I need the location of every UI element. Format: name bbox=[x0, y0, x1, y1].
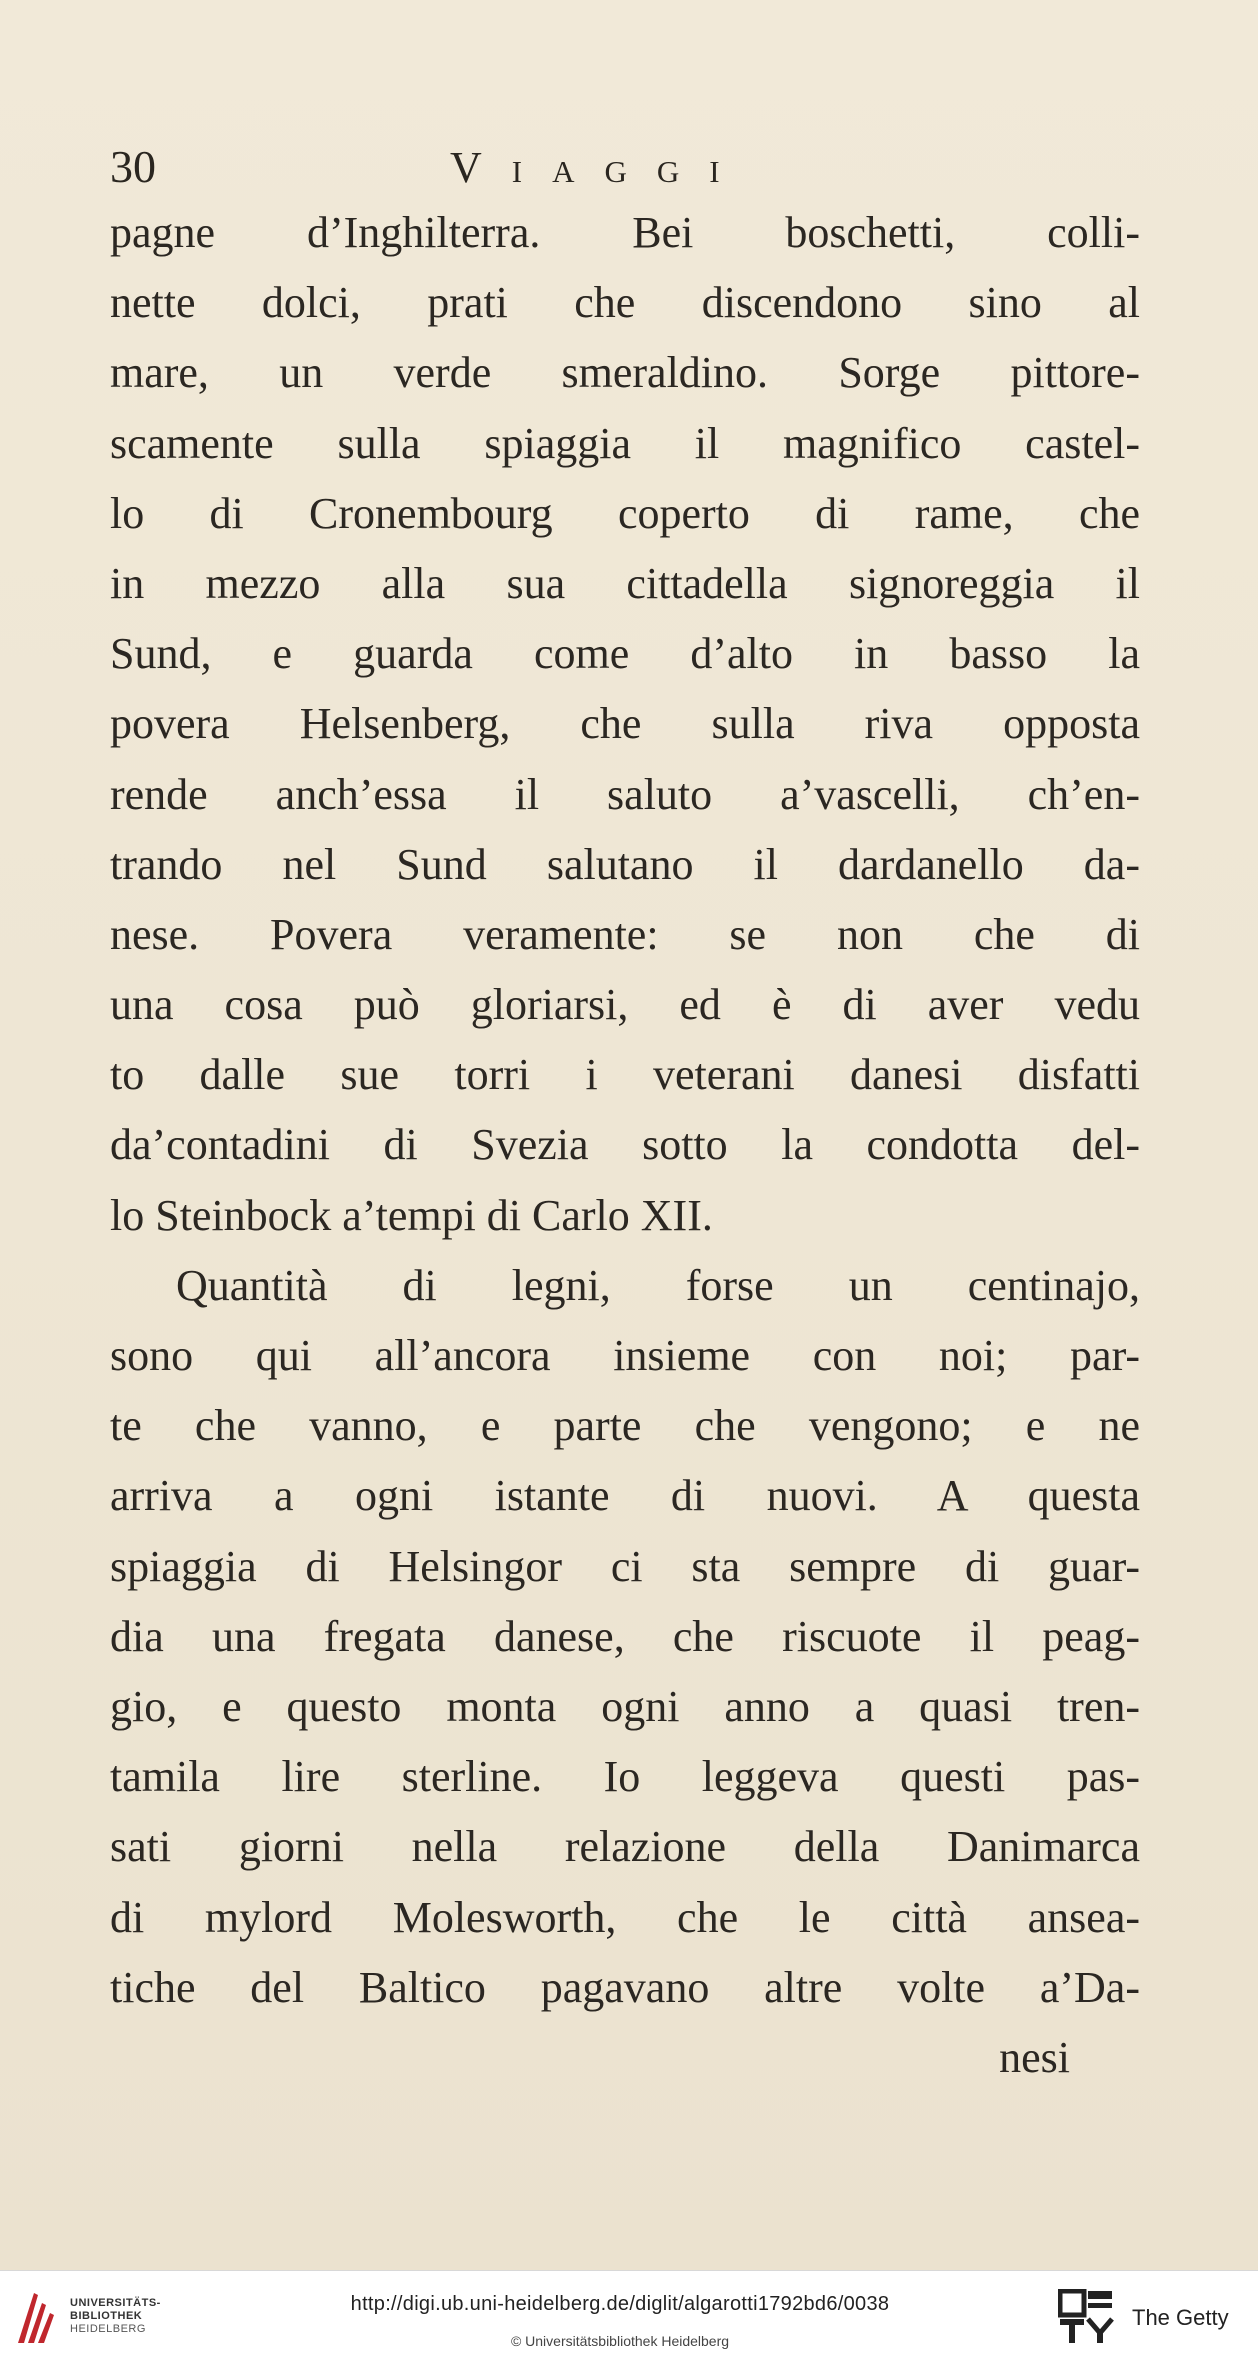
text-line: in mezzo alla sua cittadella signoreggia il bbox=[110, 558, 1140, 608]
library-name-line: BIBLIOTHEK bbox=[70, 2310, 143, 2322]
text-line: Quantità di legni, forse un centinajo, bbox=[176, 1260, 1140, 1310]
text-line: tamila lire sterline. Io leggeva questi pas- bbox=[110, 1752, 1140, 1802]
catchword: nesi bbox=[999, 2032, 1070, 2082]
text-line: to dalle sue torri i veterani danesi disfatti bbox=[110, 1050, 1140, 1100]
permalink-url[interactable]: http://digi.ub.uni-heidelberg.de/diglit/algarotti1792bd6/0038 bbox=[350, 2293, 890, 2315]
text-line: una cosa può gloriarsi, ed è di aver vedu bbox=[110, 980, 1140, 1030]
page-number: 30 bbox=[110, 141, 156, 192]
text-line: tiche del Baltico pagavano altre volte a’Da- bbox=[110, 1962, 1140, 2012]
library-name-line: HEIDELBERG bbox=[70, 2323, 146, 2335]
text-line: gio, e questo monta ogni anno a quasi tren- bbox=[110, 1681, 1140, 1731]
text-line: rende anch’essa il saluto a’vascelli, ch’en- bbox=[110, 769, 1140, 819]
getty-logo-icon bbox=[1058, 2289, 1114, 2345]
footer-bar bbox=[0, 2270, 1258, 2365]
library-name-line: UNIVERSITÄTS- bbox=[70, 2297, 161, 2309]
text-line: sono qui all’ancora insieme con noi; par- bbox=[110, 1331, 1140, 1380]
text-line: dia una fregata danese, che riscuote il peag- bbox=[110, 1611, 1140, 1661]
text-line: da’contadini di Svezia sotto la condotta del- bbox=[110, 1120, 1140, 1170]
text-line: nette dolci, prati che discendono sino al bbox=[110, 278, 1140, 328]
getty-name: The Getty bbox=[1132, 2305, 1229, 2330]
text-line: pagne d’Inghilterra. Bei boschetti, colli- bbox=[110, 208, 1140, 257]
text-line: povera Helsenberg, che sulla riva opposta bbox=[110, 699, 1140, 749]
text-line: arriva a ogni istante di nuovi. A questa bbox=[110, 1471, 1140, 1521]
body-text bbox=[110, 198, 1150, 2023]
text-line: di mylord Molesworth, che le città ansea- bbox=[110, 1892, 1140, 1942]
text-line: spiaggia di Helsingor ci sta sempre di guar- bbox=[110, 1541, 1140, 1591]
library-name bbox=[70, 2297, 161, 2336]
text-line: mare, un verde smeraldino. Sorge pittore- bbox=[110, 348, 1140, 398]
page-content bbox=[110, 140, 1150, 2093]
text-line: nese. Povera veramente: se non che di bbox=[110, 909, 1140, 959]
text-line: scamente sulla spiaggia il magnifico castel- bbox=[110, 418, 1140, 468]
text-line: lo di Cronembourg coperto di rame, che bbox=[110, 488, 1140, 538]
text-line: trando nel Sund salutano il dardanello da- bbox=[110, 839, 1140, 889]
text-line: sati giorni nella relazione della Danimarca bbox=[110, 1822, 1140, 1872]
library-logo-icon bbox=[14, 2289, 56, 2347]
text-line: te che vanno, e parte che vengono; e ne bbox=[110, 1401, 1140, 1451]
page-header bbox=[110, 140, 1150, 196]
text-line: lo Steinbock a’tempi di Carlo XII. bbox=[110, 1190, 713, 1240]
copyright-notice: © Universitätsbibliothek Heidelberg bbox=[510, 2333, 730, 2349]
text-line: Sund, e guarda come d’alto in basso la bbox=[110, 629, 1140, 679]
running-head: Viaggi bbox=[450, 143, 750, 192]
